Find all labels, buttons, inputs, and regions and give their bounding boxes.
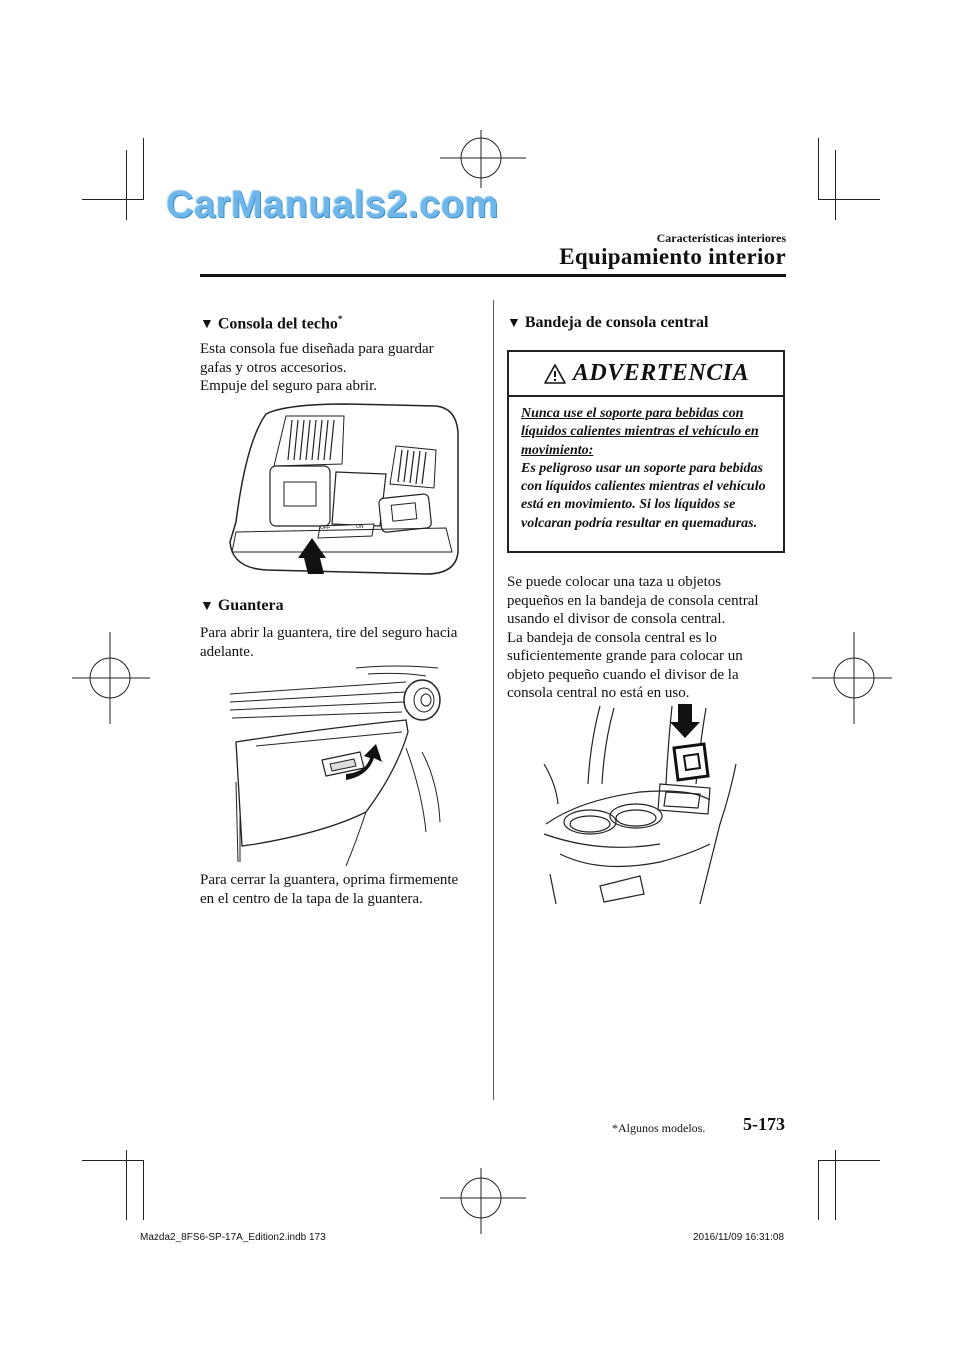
registration-target-right <box>812 632 892 732</box>
guantera-open-text: Para abrir la guantera, tire del seguro hacia adelante. <box>200 625 458 660</box>
footer-timestamp: 2016/11/09 16:31:08 <box>693 1232 785 1243</box>
illustration-off-label: OFF <box>320 525 330 531</box>
triangle-bullet-icon: ▼ <box>200 599 214 614</box>
warning-title: ADVERTENCIA <box>572 360 750 386</box>
heading-bandeja-text: Bandeja de consola central <box>524 314 709 331</box>
warning-box <box>507 350 785 553</box>
registration-target-left <box>72 632 152 732</box>
glove-box-illustration <box>226 662 462 866</box>
watermark-logo[interactable]: CarManuals2.com <box>166 184 499 226</box>
illustration-on-label: ON <box>356 524 364 530</box>
column-divider <box>493 300 494 1100</box>
heading-guantera <box>200 597 284 615</box>
header-rule <box>200 274 786 277</box>
some-models-mark: * <box>337 314 343 324</box>
bandeja-text: Se puede colocar una taza u objetos pequeños en la bandeja de consola central usando el divisor de consola central. La bandeja de consola central es lo suficientemente grande para colocar un objeto pequeño cuando el divisor de la consola central no está en uso. <box>507 574 759 701</box>
warning-underlined-line: Nunca use el soporte para bebidas con líquidos calientes mientras el vehículo en movimiento: <box>521 406 759 458</box>
overhead-console-illustration <box>226 402 462 580</box>
page-number: 5-173 <box>743 1114 785 1134</box>
footer-file: Mazda2_8FS6-SP-17A_Edition2.indb 173 <box>140 1232 326 1243</box>
center-console-illustration <box>540 704 746 906</box>
page-title: Equipamiento interior <box>559 244 786 269</box>
consola-text: Esta consola fue diseñada para guardar gafas y otros accesorios. Empuje del seguro para abrir. <box>200 341 434 394</box>
triangle-bullet-icon: ▼ <box>200 317 214 333</box>
registration-target-bottom <box>440 1168 530 1238</box>
guantera-close-text: Para cerrar la guantera, oprima firmemente en el centro de la tapa de la guantera. <box>200 872 459 907</box>
warning-header <box>509 352 783 397</box>
heading-consola <box>200 314 342 333</box>
heading-guantera-text: Guantera <box>217 597 284 614</box>
section-label: Características interiores <box>656 231 786 245</box>
warning-body <box>509 397 783 533</box>
warning-triangle-icon <box>543 363 567 385</box>
registration-target-top <box>440 130 530 190</box>
warning-text: Es peligroso usar un soporte para bebidas con líquidos calientes mientras el vehículo está en movimiento. Si los líquidos se volcaran podría resultar en quemaduras. <box>521 460 766 531</box>
triangle-bullet-icon: ▼ <box>507 316 521 331</box>
footnote: *Algunos modelos. <box>612 1121 706 1135</box>
heading-consola-text: Consola del techo <box>217 315 338 333</box>
heading-bandeja <box>507 314 708 332</box>
